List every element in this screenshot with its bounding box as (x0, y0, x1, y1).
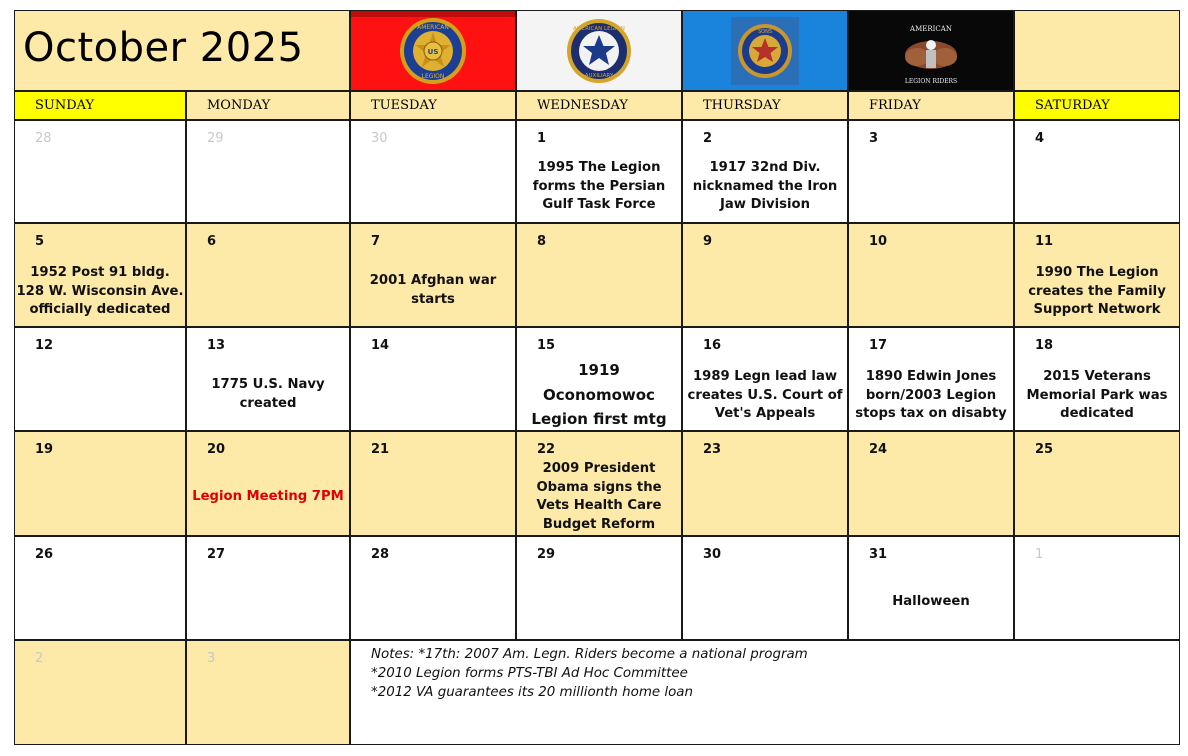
day-cell[interactable] (14, 223, 186, 327)
sons-logo-cell (682, 10, 848, 91)
header-wednesday: WEDNESDAY (516, 91, 682, 120)
day-number: 3 (207, 651, 216, 666)
svg-text:SONS: SONS (757, 29, 773, 35)
day-number: 23 (703, 442, 722, 457)
day-number: 17 (869, 338, 888, 353)
day-number: 2 (703, 131, 713, 146)
day-number: 25 (1035, 442, 1054, 457)
day-cell[interactable] (848, 431, 1014, 536)
day-number: 1 (1035, 547, 1044, 562)
day-cell[interactable] (1014, 223, 1180, 327)
header-sunday: SUNDAY (14, 91, 186, 120)
american-legion-logo-cell (350, 10, 516, 91)
day-cell[interactable] (1014, 120, 1180, 223)
day-cell[interactable] (186, 536, 350, 640)
day-number: 30 (703, 547, 722, 562)
day-cell[interactable] (682, 120, 848, 223)
event-text: 1890 Edwin Jones born/2003 Legion stops tax on disabty (855, 369, 1007, 421)
day-number: 1 (537, 131, 547, 146)
day-cell[interactable] (14, 327, 186, 431)
day-cell[interactable] (682, 536, 848, 640)
auxiliary-emblem-icon (517, 11, 681, 90)
event-text: 1775 U.S. Navy created (211, 377, 325, 411)
auxiliary-logo-cell (516, 10, 682, 91)
day-cell[interactable] (186, 223, 350, 327)
header-friday: FRIDAY (848, 91, 1014, 120)
day-cell[interactable] (350, 223, 516, 327)
meeting-event-text: Legion Meeting 7PM (192, 489, 344, 504)
day-number: 15 (537, 338, 556, 353)
event-text: 1990 The Legion creates the Family Support Network (1028, 265, 1166, 317)
event-text: 1995 The Legion forms the Persian Gulf Task Force (532, 160, 666, 212)
day-number: 11 (1035, 234, 1054, 249)
day-number: 24 (869, 442, 888, 457)
day-cell[interactable] (350, 327, 516, 431)
day-cell[interactable] (848, 223, 1014, 327)
sons-of-legion-emblem-icon (683, 11, 847, 90)
event-text: Halloween (892, 594, 970, 609)
svg-text:AMERICAN: AMERICAN (417, 24, 449, 31)
day-cell[interactable] (350, 431, 516, 536)
event-text: 1917 32nd Div. nicknamed the Iron Jaw Division (692, 160, 838, 212)
day-cell[interactable] (350, 120, 516, 223)
day-number: 31 (869, 547, 888, 562)
month-title: October 2025 (23, 25, 304, 71)
day-number: 22 (537, 442, 556, 457)
day-cell[interactable] (516, 327, 682, 431)
day-number: 20 (207, 442, 226, 457)
day-number: 30 (371, 131, 388, 146)
american-legion-emblem-icon (351, 11, 515, 90)
header-saturday: SATURDAY (1014, 91, 1180, 120)
day-cell[interactable] (1014, 431, 1180, 536)
day-number: 7 (371, 234, 381, 249)
day-cell[interactable] (516, 120, 682, 223)
day-number: 14 (371, 338, 390, 353)
day-number: 27 (207, 547, 226, 562)
day-number: 21 (371, 442, 390, 457)
day-number: 26 (35, 547, 54, 562)
day-number: 16 (703, 338, 722, 353)
day-number: 10 (869, 234, 888, 249)
day-cell[interactable] (14, 431, 186, 536)
day-number: 9 (703, 234, 713, 249)
day-number: 3 (869, 131, 879, 146)
day-number: 8 (537, 234, 547, 249)
day-cell[interactable] (186, 327, 350, 431)
svg-text:LEGION: LEGION (421, 73, 445, 80)
day-number: 28 (35, 131, 52, 146)
day-number: 29 (207, 131, 224, 146)
day-cell[interactable] (14, 536, 186, 640)
day-number: 19 (35, 442, 54, 457)
day-number: 6 (207, 234, 217, 249)
event-text: 2009 President Obama signs the Vets Health Care Budget Reform (536, 461, 662, 532)
day-cell[interactable] (350, 536, 516, 640)
day-cell[interactable] (1014, 536, 1180, 640)
legion-riders-emblem-icon (849, 11, 1013, 90)
svg-text:AMERICAN LEGION: AMERICAN LEGION (573, 26, 625, 32)
notes-cell (350, 640, 1180, 745)
day-cell[interactable] (848, 120, 1014, 223)
day-number: 29 (537, 547, 556, 562)
day-cell[interactable] (848, 536, 1014, 640)
day-number: 4 (1035, 131, 1045, 146)
day-cell[interactable] (682, 431, 848, 536)
day-number: 5 (35, 234, 45, 249)
day-cell[interactable] (516, 536, 682, 640)
riders-logo-cell (848, 10, 1014, 91)
event-text: 1952 Post 91 bldg. 128 W. Wisconsin Ave. officially dedicated (16, 265, 184, 317)
header-tuesday: TUESDAY (350, 91, 516, 120)
day-cell[interactable] (14, 120, 186, 223)
event-text: 2015 Veterans Memorial Park was dedicated (1026, 369, 1168, 421)
day-number: 28 (371, 547, 390, 562)
header-thursday: THURSDAY (682, 91, 848, 120)
event-text: 2001 Afghan war starts (369, 273, 497, 307)
day-cell[interactable] (186, 431, 350, 536)
svg-text:US: US (427, 48, 439, 56)
day-cell[interactable] (14, 640, 186, 745)
calendar (14, 10, 1180, 745)
day-cell[interactable] (682, 327, 848, 431)
day-number: 12 (35, 338, 54, 353)
day-cell[interactable] (1014, 327, 1180, 431)
day-cell[interactable] (516, 431, 682, 536)
notes-text: Notes: *17th: 2007 Am. Legn. Riders become a national program *2010 Legion forms PTS-TBI Ad Hoc Committee *2012 VA guarantees its 20 millionth home loan (371, 647, 808, 700)
day-cell[interactable] (682, 223, 848, 327)
day-number: 18 (1035, 338, 1054, 353)
day-number: 2 (35, 651, 44, 666)
blank-header-cell (1014, 10, 1180, 91)
day-cell[interactable] (186, 640, 350, 745)
svg-text:AMERICAN: AMERICAN (910, 25, 952, 33)
day-cell[interactable] (186, 120, 350, 223)
calendar-title-cell (14, 10, 350, 91)
svg-text:AUXILIARY: AUXILIARY (584, 73, 614, 79)
svg-text:LEGION RIDERS: LEGION RIDERS (904, 78, 958, 85)
header-monday: MONDAY (186, 91, 350, 120)
event-text: 1989 Legn lead law creates U.S. Court of Vet's Appeals (687, 369, 843, 421)
day-cell[interactable] (848, 327, 1014, 431)
day-cell[interactable] (516, 223, 682, 327)
event-text: 1919 Oconomowoc Legion first mtg (531, 361, 667, 428)
day-number: 13 (207, 338, 226, 353)
